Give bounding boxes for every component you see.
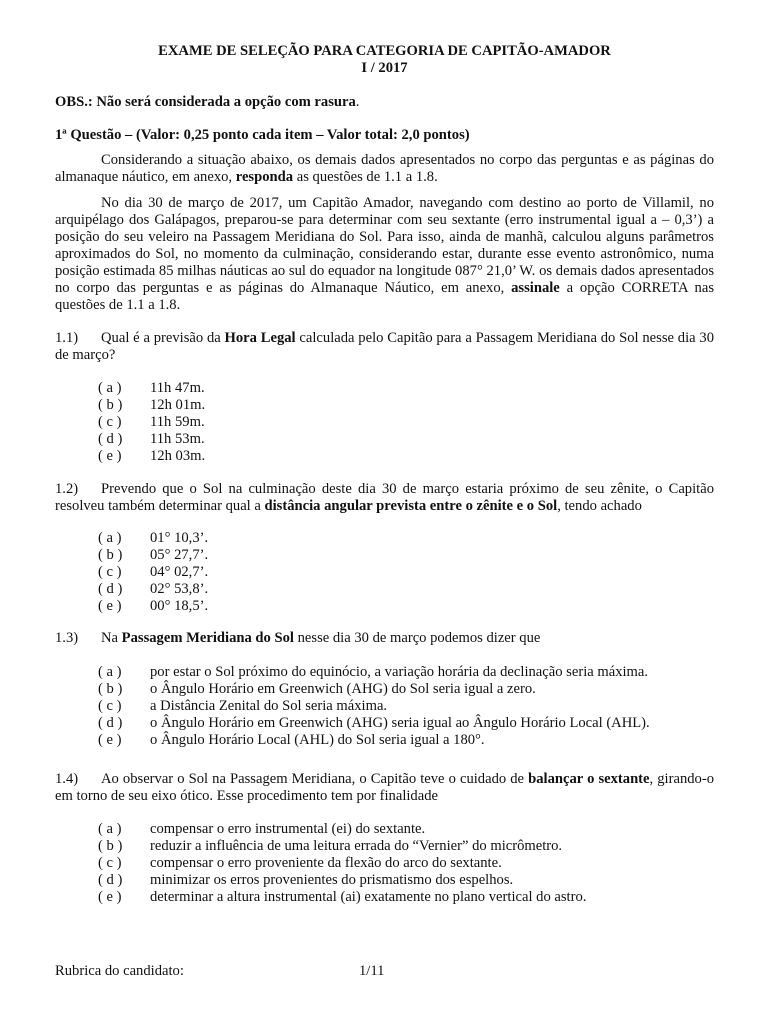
option-label: ( e ) (98, 448, 122, 464)
option-item[interactable] (98, 855, 586, 872)
option-label: ( d ) (98, 715, 123, 731)
intro-p2-bold: assinale (511, 280, 560, 296)
option-label: ( e ) (98, 598, 122, 614)
option-item[interactable] (98, 664, 650, 681)
question-text: Ao observar o Sol na Passagem Meridiana, o Capitão teve o cuidado de (101, 771, 529, 787)
intro-p1-end: as questões de 1.1 a 1.8. (293, 169, 438, 185)
option-text: 05° 27,7’. (150, 547, 209, 563)
option-text: o Ângulo Horário em Greenwich (AHG) seria igual ao Ângulo Horário Local (AHL). (150, 715, 650, 731)
option-label: ( a ) (98, 530, 122, 546)
intro-paragraph-1 (55, 152, 714, 186)
option-item[interactable] (98, 414, 205, 431)
options-1-4 (98, 821, 586, 906)
option-text: minimizar os erros provenientes do prismatismo dos espelhos. (150, 872, 514, 888)
option-item[interactable] (98, 732, 650, 749)
intro-p1-bold: responda (235, 169, 294, 185)
question-text: Qual é a previsão da (101, 330, 225, 346)
option-item[interactable] (98, 889, 586, 906)
option-text: 11h 47m. (150, 380, 205, 396)
question-1-1 (55, 330, 714, 364)
question-emphasis: Hora Legal (224, 330, 296, 346)
option-text: 00° 18,5’. (150, 598, 209, 614)
option-label: ( c ) (98, 414, 122, 430)
signature-label: Rubrica do candidato: (55, 963, 184, 979)
option-text: determinar a altura instrumental (ai) exatamente no plano vertical do astro. (150, 889, 587, 905)
option-label: ( c ) (98, 564, 122, 580)
page-footer (55, 963, 385, 980)
question-emphasis: distância angular prevista entre o zênite e o Sol (264, 498, 558, 514)
question-text-end: , tendo achado (557, 498, 642, 514)
option-label: ( e ) (98, 889, 122, 905)
question-1-2 (55, 481, 714, 515)
option-text: 01° 10,3’. (150, 530, 209, 546)
question-text-end: , girando-o em torno de seu eixo ótico. Esse procedimento tem por finalidade (55, 771, 714, 804)
question-1-3 (55, 630, 714, 647)
option-text: o Ângulo Horário Local (AHL) do Sol seria igual a 180°. (150, 732, 485, 748)
question-number: 1.2) (55, 481, 79, 497)
intro-paragraph-2 (55, 195, 714, 314)
question-number: 1.1) (55, 330, 79, 346)
option-item[interactable] (98, 715, 650, 732)
option-item[interactable] (98, 530, 208, 547)
options-1-2 (98, 530, 208, 615)
option-text: por estar o Sol próximo do equinócio, a variação horária da declinação seria máxima. (150, 664, 649, 680)
option-text: compensar o erro proveniente da flexão do arco do sextante. (150, 855, 502, 871)
intro-p2-text: No dia 30 de março de 2017, um Capitão Amador, navegando com destino ao porto de Villamil, no arquipélago dos Galápagos, preparou-se para determinar com seu sextante (erro instrumental igual a – 0,3’) a posição do seu veleiro na Passagem Meridiana do Sol. Para isso, ainda de manhã, calculou alguns parâmetros aproximados do Sol, no momento da culminação, considerando estar, durante esse evento astronômico, numa posição estimada 85 milhas náuticas ao sul do equador na longitude 087° 21,0’ W. os demais dados apresentados no corpo das perguntas e as páginas do Almanaque Náutico, em anexo, (55, 195, 714, 296)
option-text: 11h 53m. (150, 431, 205, 447)
option-item[interactable] (98, 564, 208, 581)
options-1-3 (98, 664, 650, 749)
option-label: ( d ) (98, 581, 123, 597)
option-label: ( a ) (98, 821, 122, 837)
option-item[interactable] (98, 547, 208, 564)
option-item[interactable] (98, 581, 208, 598)
option-label: ( e ) (98, 732, 122, 748)
option-label: ( c ) (98, 855, 122, 871)
observation-label: OBS.: Não será considerada a opção com rasura (55, 94, 356, 110)
option-item[interactable] (98, 681, 650, 698)
option-text: compensar o erro instrumental (ei) do sextante. (150, 821, 426, 837)
option-text: 04° 02,7’. (150, 564, 209, 580)
intro-p2-end: a opção CORRETA nas questões de 1.1 a 1.8. (55, 280, 715, 313)
option-label: ( d ) (98, 872, 123, 888)
exam-edition: I / 2017 (361, 60, 408, 76)
intro-p1-text: Considerando a situação abaixo, os demais dados apresentados no corpo das perguntas e as páginas do almanaque náutico, em anexo, (55, 152, 714, 185)
question-text: Prevendo que o Sol na culminação deste dia 30 de março estaria próximo de seu zênite, o Capitão resolveu também determinar qual a (55, 481, 714, 514)
option-text: 02° 53,8’. (150, 581, 209, 597)
question-emphasis: balançar o sextante (528, 771, 650, 787)
option-text: a Distância Zenital do Sol seria máxima. (150, 698, 388, 714)
question-number: 1.3) (55, 630, 79, 646)
option-label: ( b ) (98, 838, 123, 854)
option-text: o Ângulo Horário em Greenwich (AHG) do Sol seria igual a zero. (150, 681, 536, 697)
options-1-1 (98, 380, 205, 465)
option-label: ( a ) (98, 664, 122, 680)
option-text: reduzir a influência de uma leitura errada do “Vernier” do micrômetro. (150, 838, 563, 854)
option-label: ( c ) (98, 698, 122, 714)
option-item[interactable] (98, 872, 586, 889)
option-label: ( b ) (98, 681, 123, 697)
option-label: ( b ) (98, 397, 123, 413)
option-item[interactable] (98, 838, 586, 855)
question-text-end: calculada pelo Capitão para a Passagem Meridiana do Sol nesse dia 30 de março? (55, 330, 715, 363)
option-text: 12h 01m. (150, 397, 206, 413)
option-item[interactable] (98, 448, 205, 465)
question-text-end: nesse dia 30 de março podemos dizer que (293, 630, 541, 646)
question-header: 1ª Questão – (Valor: 0,25 ponto cada item – Valor total: 2,0 pontos) (55, 127, 470, 143)
option-item[interactable] (98, 821, 586, 838)
observation-note (55, 94, 359, 111)
option-label: ( d ) (98, 431, 123, 447)
question-text: Na (101, 630, 122, 646)
question-1-4 (55, 771, 714, 805)
exam-title: EXAME DE SELEÇÃO PARA CATEGORIA DE CAPITÃO-AMADOR (158, 43, 611, 59)
option-item[interactable] (98, 380, 205, 397)
option-text: 11h 59m. (150, 414, 205, 430)
option-item[interactable] (98, 598, 208, 615)
question-emphasis: Passagem Meridiana do Sol (121, 630, 294, 646)
option-item[interactable] (98, 698, 650, 715)
option-label: ( b ) (98, 547, 123, 563)
option-text: 12h 03m. (150, 448, 206, 464)
page-number: 1/11 (359, 963, 385, 979)
question-number: 1.4) (55, 771, 79, 787)
observation-end: . (355, 94, 360, 110)
option-item[interactable] (98, 431, 205, 448)
option-item[interactable] (98, 397, 205, 414)
option-label: ( a ) (98, 380, 122, 396)
